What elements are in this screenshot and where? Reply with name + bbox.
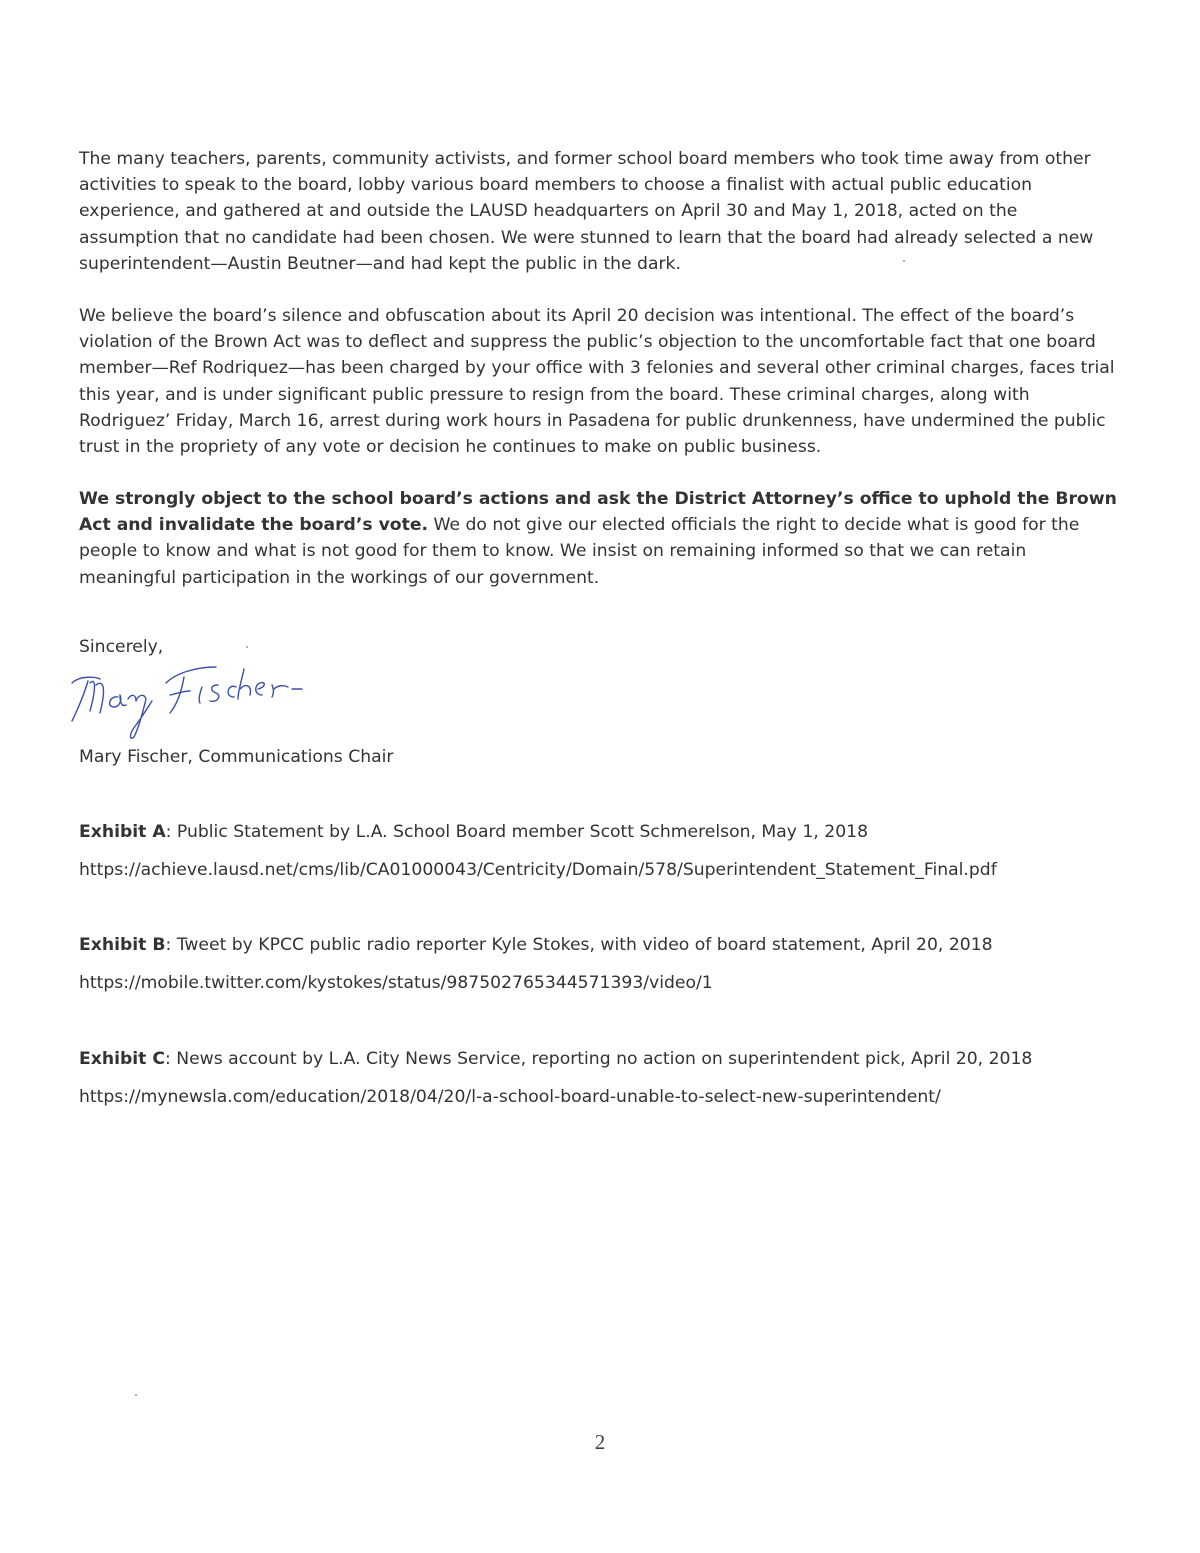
body-paragraph-1 [79,146,1119,277]
handwritten-signature [66,655,346,745]
exhibit-description: : Public Statement by L.A. School Board member Scott Schmerelson, May 1, 2018 [165,822,869,842]
paragraph-text: The many teachers, parents, community activists, and former school board members who took time away from other activities to speak to the board, lobby various board members to choose a finalist with actual public education experience, and gathered at and outside the LAUSD headquarters on April 30 and May 1, 2018, acted on the assumption that no candidate had been chosen. We were stunned to learn that the board had already selected a new superintendent—Austin Beutner—and had kept the public in the dark. [79,149,1094,274]
exhibit-c-line [79,1047,1032,1071]
body-paragraph-3 [79,486,1119,591]
exhibit-label: Exhibit A [79,822,166,842]
exhibit-c-url: https://mynewsla.com/education/2018/04/20/l-a-school-board-unable-to-select-new-superintendent/ [79,1087,941,1107]
exhibit-label: Exhibit B [79,935,166,955]
scan-speck [246,646,248,648]
exhibit-a-line [79,820,868,844]
scan-speck [135,1394,137,1396]
paragraph-rest-text: We do not give our elected officials the right to decide what is good for the people to know and what is not good for them to know. We insist on remaining informed so that we can retain meaningful participation in the workings of our government. [79,515,1080,588]
body-paragraph-2 [79,303,1119,460]
paragraph-text [79,486,1119,591]
bold-request-text: We strongly object to the school board’s actions and ask the District Attorney’s office to uphold the Brown Act and invalidate the board’s vote. [79,489,1117,536]
exhibit-label: Exhibit C [79,1049,165,1069]
signer-name-title: Mary Fischer, Communications Chair [79,747,394,767]
scan-speck [903,260,905,262]
exhibit-a-url: https://achieve.lausd.net/cms/lib/CA01000043/Centricity/Domain/578/Superintendent_Statement_Final.pdf [79,860,997,880]
exhibit-b-line [79,933,993,957]
exhibit-description: : Tweet by KPCC public radio reporter Kyle Stokes, with video of board statement, April 20, 2018 [165,935,993,955]
page-number: 2 [594,1430,606,1454]
closing-salutation: Sincerely, [79,637,164,657]
exhibit-b-url: https://mobile.twitter.com/kystokes/status/987502765344571393/video/1 [79,973,713,993]
exhibit-description: : News account by L.A. City News Service, reporting no action on superintendent pick, April 20, 2018 [164,1049,1033,1069]
paragraph-text: We believe the board’s silence and obfuscation about its April 20 decision was intentional. The effect of the board’s violation of the Brown Act was to deflect and suppress the public’s objection to the uncomfortable fact that one board member—Ref Rodriquez—has been charged by your office with 3 felonies and several other criminal charges, faces trial this year, and is under significant public pressure to resign from the board. These criminal charges, along with Rodriguez’ Friday, March 16, arrest during work hours in Pasadena for public drunkenness, have undermined the public trust in the propriety of any vote or decision he continues to make on public business. [79,306,1115,458]
